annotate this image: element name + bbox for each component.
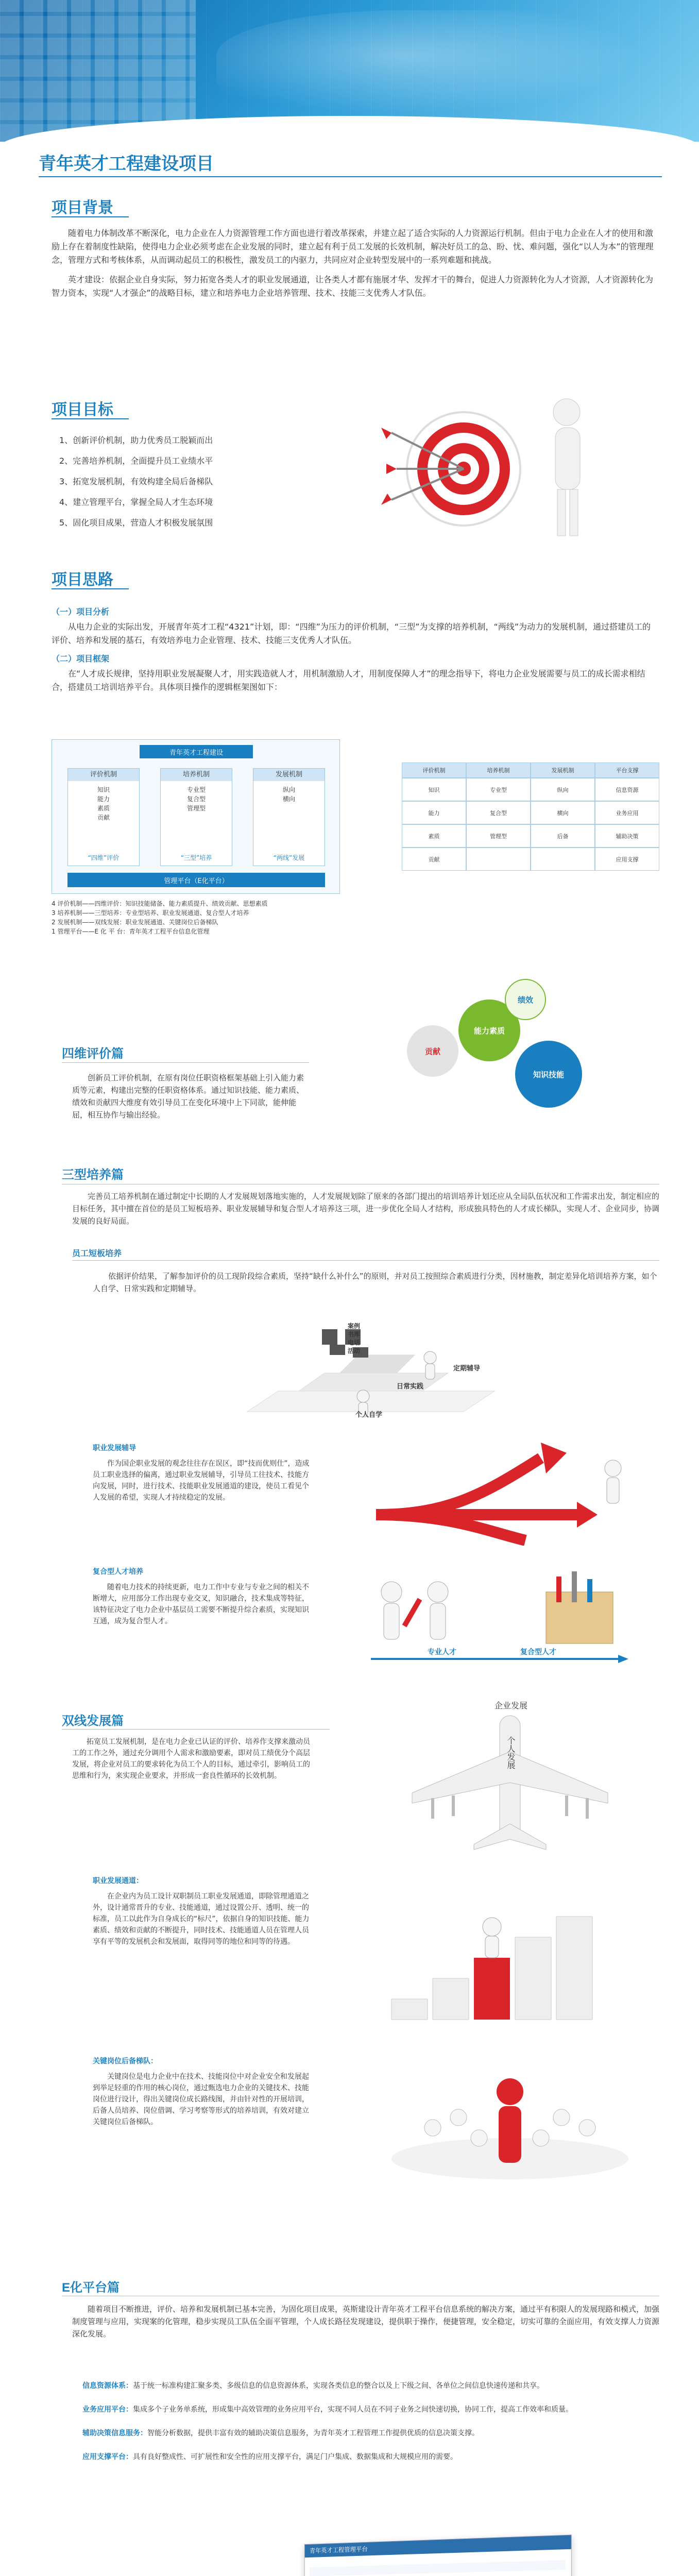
goal-text: 拓宽发展机制，有效构建全局后备梯队 — [73, 477, 213, 486]
stair-word-activity: 活动 — [348, 1347, 361, 1354]
e-item-value: 具有良好整成性、可扩展性和安全性的应用支撑平台，满足门户集成、数据集成和大规模应用的需要。 — [133, 2453, 457, 2461]
target-icon — [381, 412, 520, 526]
page-title-wrap — [39, 149, 662, 175]
three-sub2: 职业发展辅导 — [93, 1444, 136, 1452]
two-sub2: 关键岗位后备梯队： — [93, 2057, 158, 2065]
toolbox-icon — [546, 1592, 613, 1643]
composite-talent-illustration — [361, 1561, 639, 1674]
background-text-1: 随着电力体制改革不断深化，电力企业在人力资源管理工作方面也进行着改革探索，并建立起了适合实际的人力资源运行机制。但由于电力企业在人才的使用和激励上存在着制度性缺陷，使得电力企业必须考虑在企业发展的同时，建立起有利于员工发展的长效机制，解决好员工的急、盼、忧、难问题，强化“以人为本”的管理理念，管理方式和考核体系，从而调动起员工的积极性，激发员工的内驱力，共同应对企业转型发展中的一系列难题和挑战。 — [52, 228, 654, 265]
e-item-key: 信息资源体系： — [82, 2382, 133, 2390]
ideas-sub-framework: （二）项目框架 — [52, 654, 110, 664]
page-title: 青年英才工程建设项目 — [39, 154, 214, 174]
table-cell: 管理型 — [466, 824, 531, 848]
framework-col-train — [160, 768, 232, 866]
framework-bottom: 管理平台（E化平台） — [67, 873, 325, 887]
four-text-wrap — [72, 1072, 309, 1121]
e-text: 随着项目不断推进，评价、培养和发展机制已基本完善，为固化项目成果，英斯建设计青年英才工程平台信息系统的解决方案，通过平有积限人的发展现路和模式，加强制度管理与应用，实现案的化管理，稳步实现员工队伍全面平管理，个人成长路径发现建设，提供职于操作，便捷管理，安全稳定，切实可靠的全面应用，有效支撑人力资源深化发展。 — [72, 2304, 660, 2338]
framework-note: 1 管理平台——E 化 平 台：青年英才工程平台信息化管理 — [52, 928, 210, 935]
four-heading: 四维评价篇 — [62, 1047, 124, 1061]
stair-word-case: 案例 — [348, 1323, 361, 1330]
hero-banner — [0, 0, 699, 142]
three-sub3-text: 随着电力技术的持续更新，电力工作中专业与专业之间的相关不断增大，应用部分工作出现专业交叉，知识融合，技术集成等特征，该特征决定了电力企业中基层员工需要不断提升综合素质，实现知识互通，成为复合型人才。 — [93, 1583, 309, 1625]
circle-contribution: 贡献 — [407, 1025, 458, 1077]
framework-note: 3 培养机制——三型培养：专业型培养、职业发展通道、复合型人才培养 — [52, 909, 249, 917]
four-text: 创新员工评价机制，在原有岗位任职资格框架基础上引入能力素质等元素，构建出完整的任职资格体系。通过知识技能、能力素质、绩效和贡献四大维度有效引导员工在变化环境中上下同欲，能伸能屈，相互协作与输出经验。 — [72, 1073, 304, 1120]
table-cell: 后备 — [531, 824, 595, 848]
framework-col-item: 能力 — [97, 795, 110, 803]
title-divider — [39, 176, 662, 177]
framework-col-title: 培养机制 — [161, 769, 232, 781]
goals-heading-underline — [52, 418, 129, 419]
table-cell: 纵向 — [531, 778, 595, 801]
world-map-glow — [216, 10, 680, 124]
stair-words — [348, 1322, 360, 1355]
goal-item: 3、拓宽发展机制，有效构建全局后备梯队 — [59, 477, 213, 486]
goal-text: 建立管理平台，掌握全局人才生态环境 — [73, 497, 213, 507]
framework-note: 4 评价机制——四维评价：知识技能储备、能力素质提升、绩效贡献、思想素质 — [52, 900, 268, 907]
background-text-2: 英才建设：依据企业自身实际，努力拓宽各类人才的职业发展通道，让各类人才都有施展才华、发挥才干的舞台，促进人力资源转化为人才资源，人才资源转化为智力资本，实现“人才强企”的战略目标，建立和培养电力企业培养管理、技术、技能三支优秀人才队伍。 — [52, 275, 654, 298]
arrow-label-composite: 复合型人才 — [520, 1648, 556, 1656]
table-cell: 素质 — [402, 824, 466, 848]
goal-text: 固化项目成果，营造人才积极发展氛围 — [73, 518, 213, 528]
circle-performance: 绩效 — [505, 979, 546, 1020]
three-text-wrap — [72, 1190, 659, 1227]
table-header: 平台支撑 — [595, 762, 659, 778]
e-heading: E化平台篇 — [62, 2281, 120, 2295]
table-cell: 知识 — [402, 778, 466, 801]
framework-col-item: 管理型 — [186, 805, 206, 812]
stair-label-practice: 日常实践 — [397, 1383, 424, 1391]
table-cell: 辅助决策 — [595, 824, 659, 848]
ideas-sub-analysis: （一）项目分析 — [52, 607, 110, 617]
e-item-value: 智能分析数据，提供丰富有效的辅助决策信息服务，为青年英才工程管理工作提供优质的信息决策支撑。 — [147, 2429, 479, 2437]
framework-col-item: 复合型 — [186, 795, 206, 803]
e-item — [82, 2380, 659, 2392]
e-item — [82, 2404, 659, 2415]
framework-col-item: 贡献 — [97, 814, 110, 821]
three-sub3-text-wrap — [93, 1582, 314, 1627]
table-cell: 信息资源 — [595, 778, 659, 801]
activity-icon — [330, 1345, 345, 1355]
goal-item: 2、完善培养机制，全面提升员工业绩水平 — [59, 456, 213, 466]
wrench-icon — [402, 1598, 422, 1628]
two-heading: 双线发展篇 — [62, 1714, 124, 1728]
ideas-section — [52, 605, 654, 694]
goal-text: 创新评价机制，助力优秀员工脱颖而出 — [73, 435, 213, 445]
table-header: 培养机制 — [466, 762, 531, 778]
diagram-label-personal: 个人发展 — [506, 1736, 516, 1769]
framework-col-item: 专业型 — [186, 786, 206, 793]
circle-knowledge: 知识技能 — [515, 1041, 582, 1108]
framework-col-item: 横向 — [282, 795, 295, 803]
two-sub2-text-wrap — [93, 2071, 314, 2128]
table-cell: 能力 — [402, 801, 466, 824]
two-sub1: 职业发展通道： — [93, 1877, 143, 1885]
framework-col-base: “两线”发展 — [273, 854, 305, 861]
three-heading: 三型培养篇 — [62, 1168, 124, 1182]
three-sub1-rule — [72, 1260, 659, 1261]
crossroad-arrows-illustration — [371, 1437, 639, 1546]
framework-col-item: 素质 — [97, 805, 110, 812]
ideas-framework-text: 在“人才成长规律，坚持用职业发展凝聚人才，用实践造就人才，用机制激励人才，用制度保障人才”的理念指导下，将电力企业发展需要与员工的成长需求相结合，搭建员工培训培养平台。具体项目操作的逻辑框架图如下： — [52, 669, 645, 692]
stair-illustration — [227, 1319, 505, 1437]
goal-text: 完善培养机制，全面提升员工业绩水平 — [73, 456, 213, 466]
two-heading-rule — [62, 1729, 330, 1730]
e-text-wrap — [72, 2303, 659, 2340]
stair-word-books: 书库 — [348, 1331, 361, 1338]
three-sub3: 复合型人才培养 — [93, 1568, 143, 1576]
arrow-label-specialist: 专业人才 — [428, 1648, 456, 1656]
table-cell: 应用支撑 — [595, 848, 659, 871]
background-heading: 项目背景 — [52, 199, 113, 216]
table-header: 发展机制 — [531, 762, 595, 778]
e-item-key: 应用支撑平台： — [82, 2453, 133, 2461]
table-cell — [466, 848, 531, 871]
table-cell: 业务应用 — [595, 801, 659, 824]
framework-note: 2 发展机制——双线发展：职业发展通道、关键岗位后备梯队 — [52, 919, 218, 926]
stair-label-self: 个人自学 — [355, 1411, 383, 1419]
three-sub2-text-wrap — [93, 1458, 314, 1503]
framework-top: 青年英才工程建设 — [140, 745, 253, 758]
goals-heading: 项目目标 — [52, 401, 113, 418]
two-text-wrap — [72, 1736, 314, 1782]
framework-col-base: “三型”培养 — [180, 854, 212, 861]
e-item-value: 基于统一标准构建汇聚多类、多级信息的信息资源体系，实现各类信息的整合以及上下级之间、各单位之间信息快速传递和共享。 — [133, 2382, 544, 2390]
framework-col-eval — [67, 768, 140, 866]
goal-item: 1、创新评价机制，助力优秀员工脱颖而出 — [59, 435, 213, 445]
leader-crowd-illustration — [381, 2061, 639, 2190]
three-sub2-text: 作为国企职业发展的观念往往存在误区，即“技而优则仕”，造成员工职业选择的偏离，通过职业发展辅导，引导员工往技术、技能方向发展，同时，进行技术、技能职业发展通道的建设，使员工看见个人发展的希望，实现人才持续稳定的发展。 — [93, 1460, 310, 1502]
framework-col-item: 知识 — [97, 786, 110, 793]
e-item-key: 业务应用平台： — [82, 2405, 133, 2414]
background-heading-underline — [52, 216, 129, 217]
screen-title: 青年英才工程管理平台 — [305, 2535, 571, 2558]
three-sub1: 员工短板培养 — [72, 1248, 122, 1258]
e-item-key: 辅助决策信息服务： — [82, 2429, 147, 2437]
goals-list — [59, 430, 348, 533]
three-sub1-text: 依据评价结果，了解参加评价的员工现阶段综合素质，坚持“缺什么补什么”的原则，并对员工按照综合素质进行分类，因材施教，制定差异化培训培养方案，如个人自学、日常实践和定期辅导。 — [93, 1272, 657, 1293]
diagram-label-company: 企业发展 — [495, 1701, 528, 1710]
four-circles — [391, 979, 608, 1149]
framework-col-item: 纵向 — [282, 786, 295, 793]
two-text: 拓宽员工发展机制，是在电力企业已认证的评价、培养作支撑来激动员工的工作之外，通过充分调用个人需求和激励要素，即对员工绩优分个高层发展，将企业对员工的要求转化为员工个人的目标，通过牵引，影响员工的思维和行为，来实现企业要求，并形成一套良性循环的长效机制。 — [72, 1738, 310, 1780]
goal-item: 5、固化项目成果，营造人才积极发展氛围 — [59, 518, 213, 528]
table-header: 评价机制 — [402, 762, 466, 778]
ideas-heading: 项目思路 — [52, 571, 113, 588]
framework-col-title: 评价机制 — [68, 769, 139, 781]
table-cell: 复合型 — [466, 801, 531, 824]
table-cell: 横向 — [531, 801, 595, 824]
e-item — [82, 2451, 659, 2463]
framework-diagram — [52, 739, 340, 894]
person-figure-icon — [553, 399, 580, 536]
stair-word-phone: 电话 — [348, 1339, 361, 1346]
target-illustration — [309, 392, 680, 546]
framework-table — [402, 762, 659, 876]
circle-ability: 能力素质 — [458, 999, 520, 1061]
airplane-diagram — [391, 1695, 628, 1860]
three-sub1-text-wrap — [93, 1270, 659, 1295]
framework-col-base: “四维”评价 — [88, 854, 120, 861]
stair-label-coaching: 定期辅导 — [453, 1365, 481, 1372]
case-icon — [322, 1329, 337, 1345]
table-cell: 贡献 — [402, 848, 466, 871]
e-item — [82, 2428, 659, 2439]
table-cell: 专业型 — [466, 778, 531, 801]
two-sub2-text: 关键岗位是电力企业中在技术、技能岗位中对企业安全和发展起到举足轻重的作用的核心岗位，通过甄选电力企业的关键技术、技能岗位进行设计，得出关键岗位成长路线图，并由针对性的开展培训，后备人员培养、岗位借调、学习考察等形式的培养培训，有效对建立关键岗位后备梯队。 — [93, 2073, 309, 2126]
e-item-value: 集成多个子业务单系统，形成集中高效管理的业务应用平台，实现不同人员在不同子业务之间快速切换，协同工作，提高工作效率和质量。 — [133, 2405, 573, 2414]
two-sub1-text: 在企业内为员工设计双职制员工职业发展通道，即除管理通道之外，设计通常晋升的专业、技能通道，通过设置公开、透明、统一的标准，员工以此作为自身成长的“标尺”，依据自身的知识技能、能力素质、绩效和贡献的不断提升，同时技术、技能通道人员在管理人员享有平等的发展机会和发展面，取得同等的地位和同等的待遇。 — [93, 1892, 310, 1946]
ideas-heading-underline — [52, 588, 129, 589]
framework-col-title: 发展机制 — [253, 769, 325, 781]
platform-screens — [276, 2534, 583, 2576]
ideas-analysis-text: 从电力企业的实际出发，开展青年英才工程“4321”计划，即：“四维”为压力的评价机制，“三型”为支撑的培养机制，“两线”为动力的发展机制，通过搭建员工的评价、培养和发展的基石，有效培养电力企业管理、技术、技能三支优秀人才队伍。 — [52, 622, 651, 645]
three-text: 完善员工培养机制在通过制定中长期的人才发展规划落地实施的，人才发展规划除了原来的各部门提出的培训培养计划还应从全局队伍状况和工作需求出发，制定相应的目标任务，其中擅在首位的是员工短板培养、职业发展辅导和复合型人才培养这三项，进一步优化全局人才结构，形成独具特色的人才成长梯队，实现人才、企业同步，协调发展的良好局面。 — [72, 1192, 660, 1226]
table-cell — [531, 848, 595, 871]
four-heading-rule — [62, 1062, 309, 1063]
framework-col-develop — [253, 768, 325, 866]
framework-notes — [52, 899, 350, 936]
career-stairs-illustration — [381, 1875, 639, 2030]
screen-back — [304, 2535, 572, 2576]
background-paragraph-1 — [52, 227, 654, 300]
goal-item: 4、建立管理平台，掌握全局人才生态环境 — [59, 497, 213, 507]
e-items — [82, 2380, 659, 2463]
two-sub1-text-wrap — [93, 1891, 314, 1947]
